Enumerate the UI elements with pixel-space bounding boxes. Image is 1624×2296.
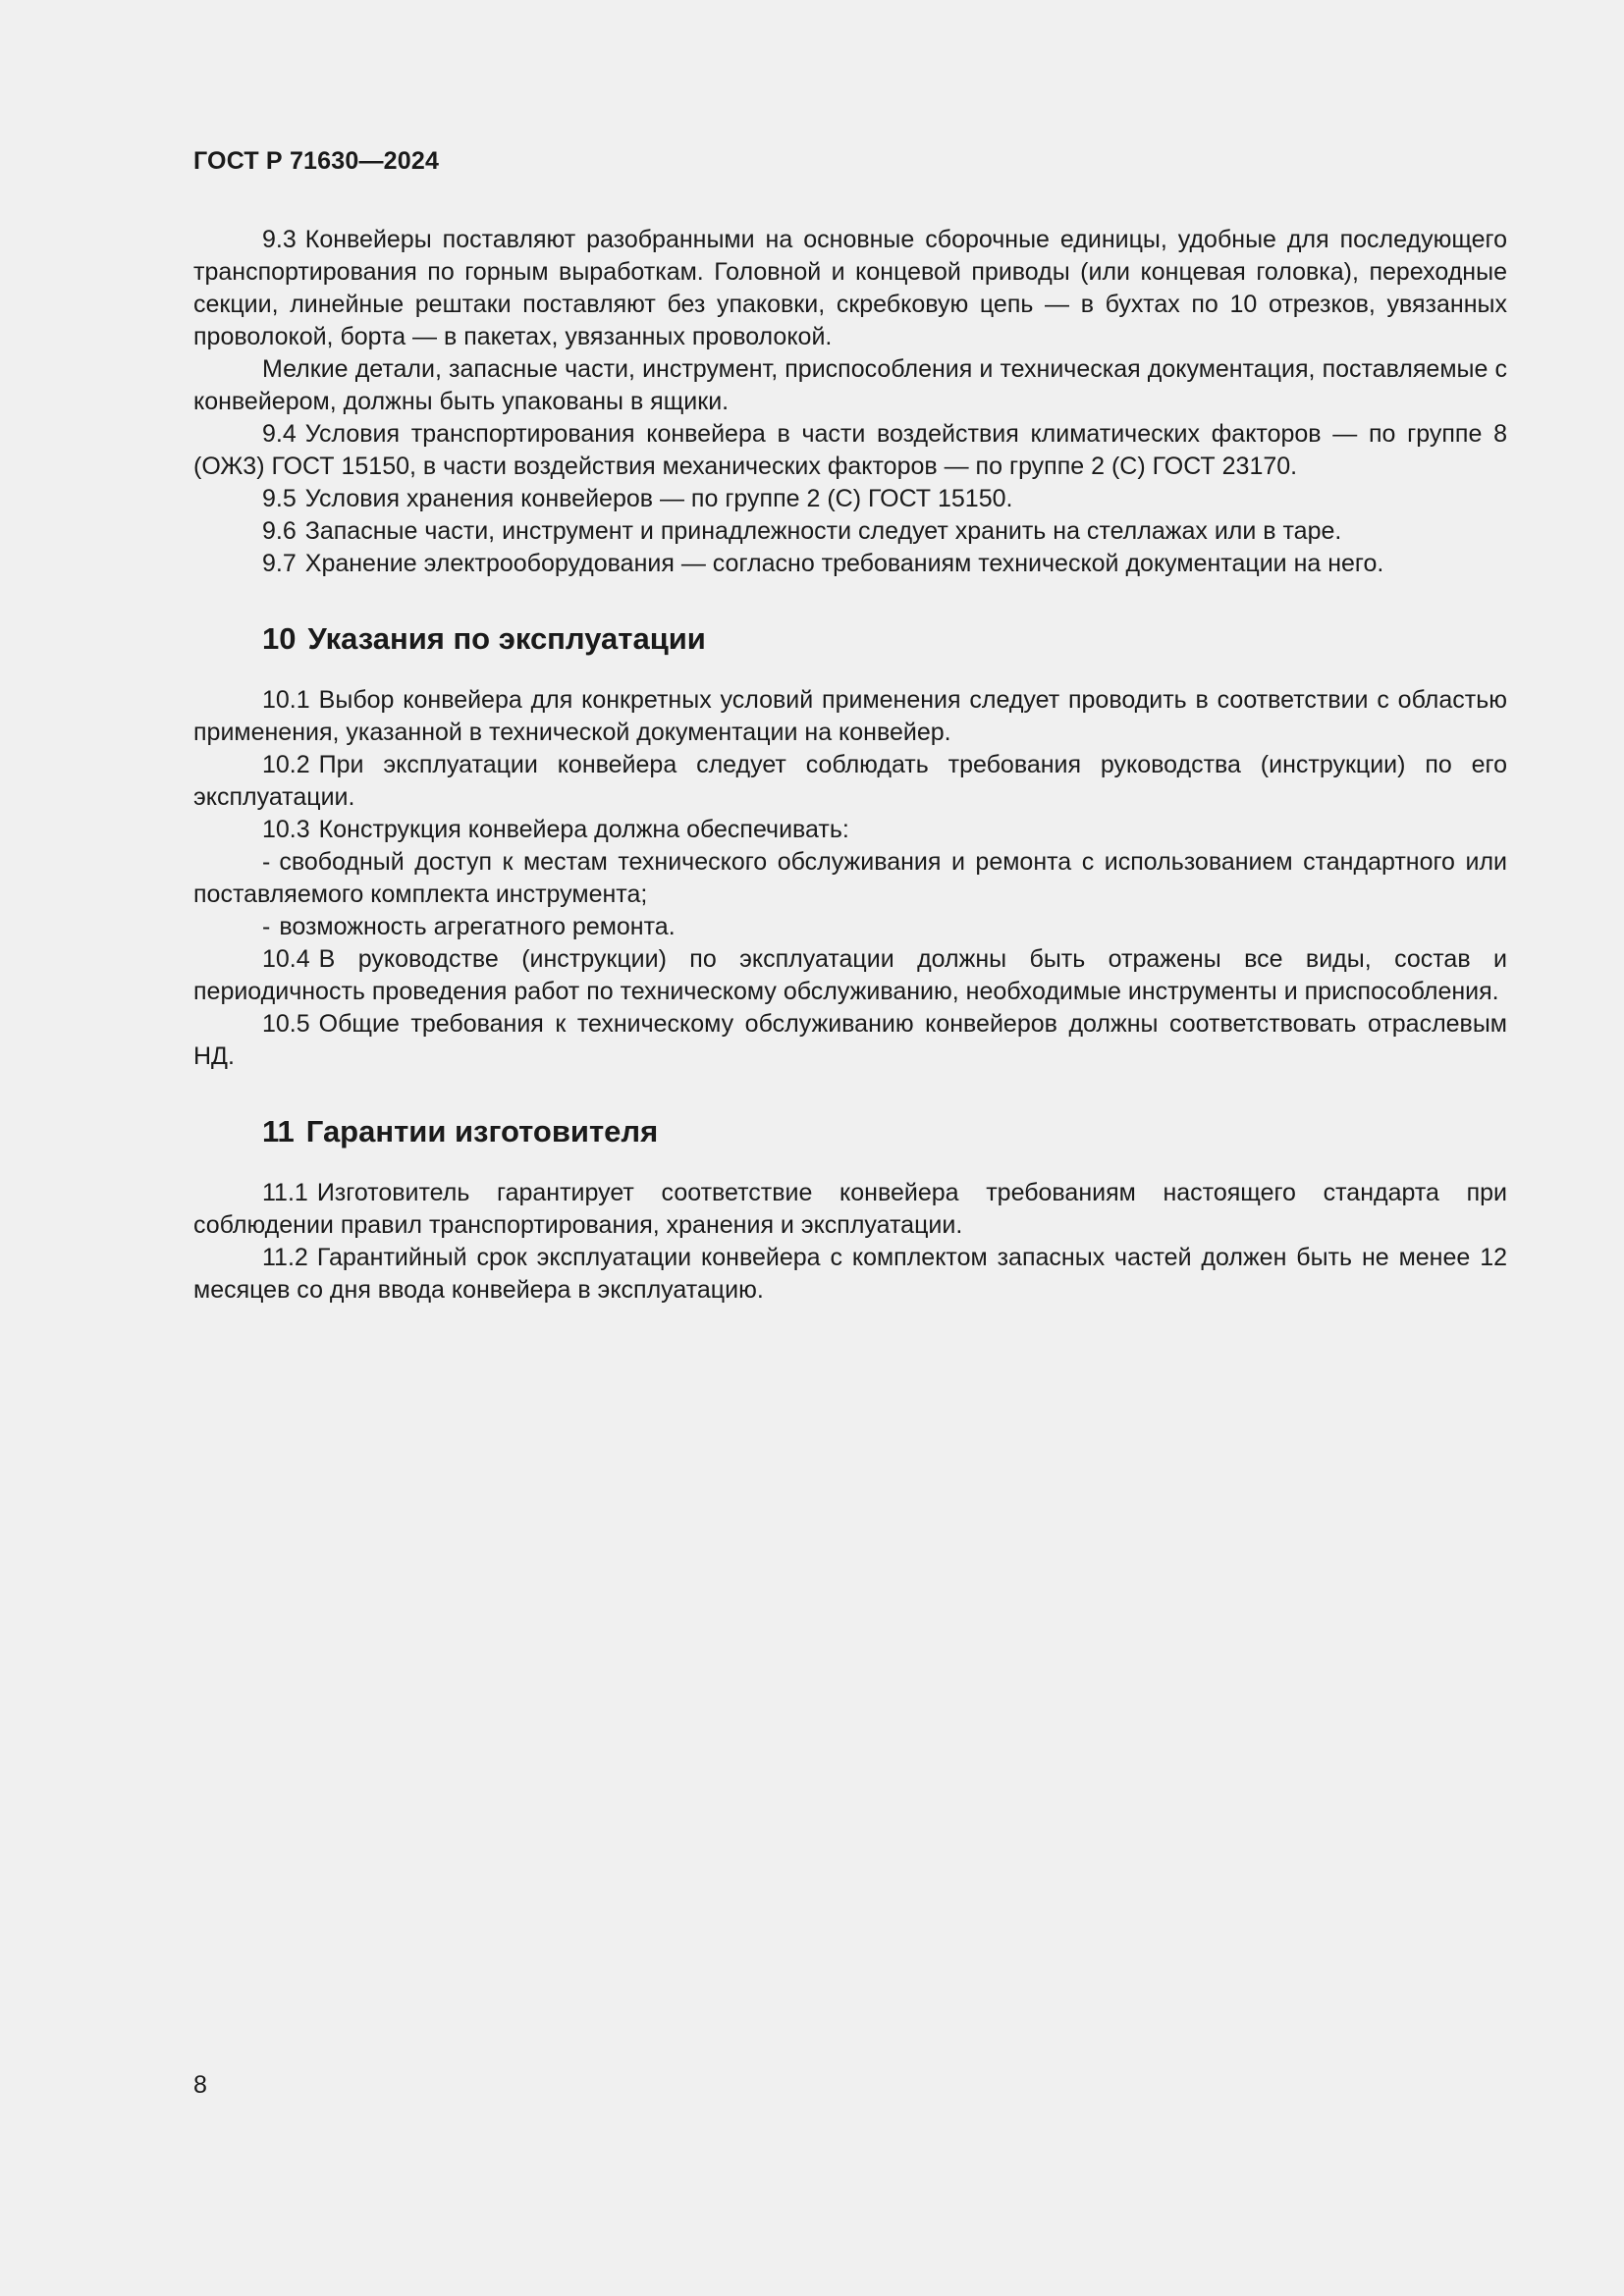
section-11-heading bbox=[193, 1112, 1507, 1151]
list-item-text: возможность агрегатного ремонта. bbox=[279, 913, 676, 940]
paragraph-number: 10.2 bbox=[262, 751, 310, 778]
paragraph-text: Условия хранения конвейеров — по группе 2 (С) ГОСТ 15150. bbox=[304, 485, 1013, 512]
document-header: ГОСТ Р 71630—2024 bbox=[193, 147, 440, 175]
paragraph-9-4 bbox=[193, 418, 1507, 483]
paragraph-9-5 bbox=[193, 483, 1507, 515]
section-title: Гарантии изготовителя bbox=[305, 1114, 659, 1148]
paragraph-number: 9.7 bbox=[262, 550, 297, 577]
paragraph-text: Хранение электрооборудования — согласно требованиям технической документации на него. bbox=[304, 550, 1384, 577]
paragraph-number: 10.4 bbox=[262, 945, 310, 973]
document-body bbox=[193, 224, 1507, 1307]
paragraph-number: 10.1 bbox=[262, 686, 310, 714]
list-item-text: свободный доступ к местам технического обслуживания и ремонта с использованием стандартного или поставляемого комплекта инструмента; bbox=[193, 848, 1507, 908]
section-number: 10 bbox=[262, 621, 297, 656]
section-10-heading bbox=[193, 619, 1507, 659]
paragraph-11-1 bbox=[193, 1177, 1507, 1242]
paragraph-10-3 bbox=[193, 814, 1507, 846]
paragraph-9-3 bbox=[193, 224, 1507, 353]
paragraph-10-5 bbox=[193, 1008, 1507, 1073]
paragraph-text: Условия транспортирования конвейера в части воздействия климатических факторов — по группе 8 (ОЖ3) ГОСТ 15150, в части воздействия механических факторов — по группе 2 (С) ГОСТ 23170. bbox=[193, 420, 1507, 480]
paragraph-9-3-cont bbox=[193, 353, 1507, 418]
list-item bbox=[193, 911, 1507, 943]
paragraph-number: 11.1 bbox=[262, 1179, 308, 1206]
paragraph-number: 10.5 bbox=[262, 1010, 310, 1038]
list-bullet: - bbox=[262, 913, 271, 940]
paragraph-9-7 bbox=[193, 548, 1507, 580]
paragraph-text: Выбор конвейера для конкретных условий применения следует проводить в соответствии с областью применения, указанной в технической документации на конвейер. bbox=[193, 686, 1507, 746]
section-number: 11 bbox=[262, 1114, 295, 1148]
page-number: 8 bbox=[193, 2071, 207, 2099]
paragraph-number: 9.4 bbox=[262, 420, 297, 448]
paragraph-10-1 bbox=[193, 684, 1507, 749]
paragraph-text: Конструкция конвейера должна обеспечивать: bbox=[318, 816, 849, 843]
paragraph-text: Изготовитель гарантирует соответствие конвейера требованиям настоящего стандарта при соблюдении правил транспортирования, хранения и эксплуатации. bbox=[193, 1179, 1507, 1239]
paragraph-number: 9.3 bbox=[262, 226, 297, 253]
paragraph-text: Мелкие детали, запасные части, инструмент, приспособления и техническая документация, поставляемые с конвейером, должны быть упакованы в ящики. bbox=[193, 355, 1507, 415]
paragraph-10-2 bbox=[193, 749, 1507, 814]
paragraph-number: 9.5 bbox=[262, 485, 297, 512]
paragraph-number: 11.2 bbox=[262, 1244, 308, 1271]
paragraph-text: Конвейеры поставляют разобранными на основные сборочные единицы, удобные для последующего транспортирования по горным выработкам. Головной и концевой приводы (или концевая головка), переходные секции, линейные рештаки поставляют без упаковки, скребковую цепь — в бухтах по 10 отрезков, увязанных проволокой, борта — в пакетах, увязанных проволокой. bbox=[193, 226, 1507, 350]
list-bullet: - bbox=[262, 848, 271, 876]
paragraph-text: В руководстве (инструкции) по эксплуатации должны быть отражены все виды, состав и периодичность проведения работ по техническому обслуживанию, необходимые инструменты и приспособления. bbox=[193, 945, 1507, 1005]
paragraph-text: При эксплуатации конвейера следует соблюдать требования руководства (инструкции) по его эксплуатации. bbox=[193, 751, 1507, 811]
paragraph-number: 9.6 bbox=[262, 517, 297, 545]
list-item bbox=[193, 846, 1507, 911]
paragraph-text: Общие требования к техническому обслуживанию конвейеров должны соответствовать отраслевым НД. bbox=[193, 1010, 1507, 1070]
paragraph-10-4 bbox=[193, 943, 1507, 1008]
paragraph-11-2 bbox=[193, 1242, 1507, 1307]
paragraph-9-6 bbox=[193, 515, 1507, 548]
section-title: Указания по эксплуатации bbox=[307, 621, 706, 656]
paragraph-text: Гарантийный срок эксплуатации конвейера с комплектом запасных частей должен быть не менее 12 месяцев со дня ввода конвейера в эксплуатацию. bbox=[193, 1244, 1507, 1304]
paragraph-text: Запасные части, инструмент и принадлежности следует хранить на стеллажах или в таре. bbox=[304, 517, 1342, 545]
paragraph-number: 10.3 bbox=[262, 816, 310, 843]
